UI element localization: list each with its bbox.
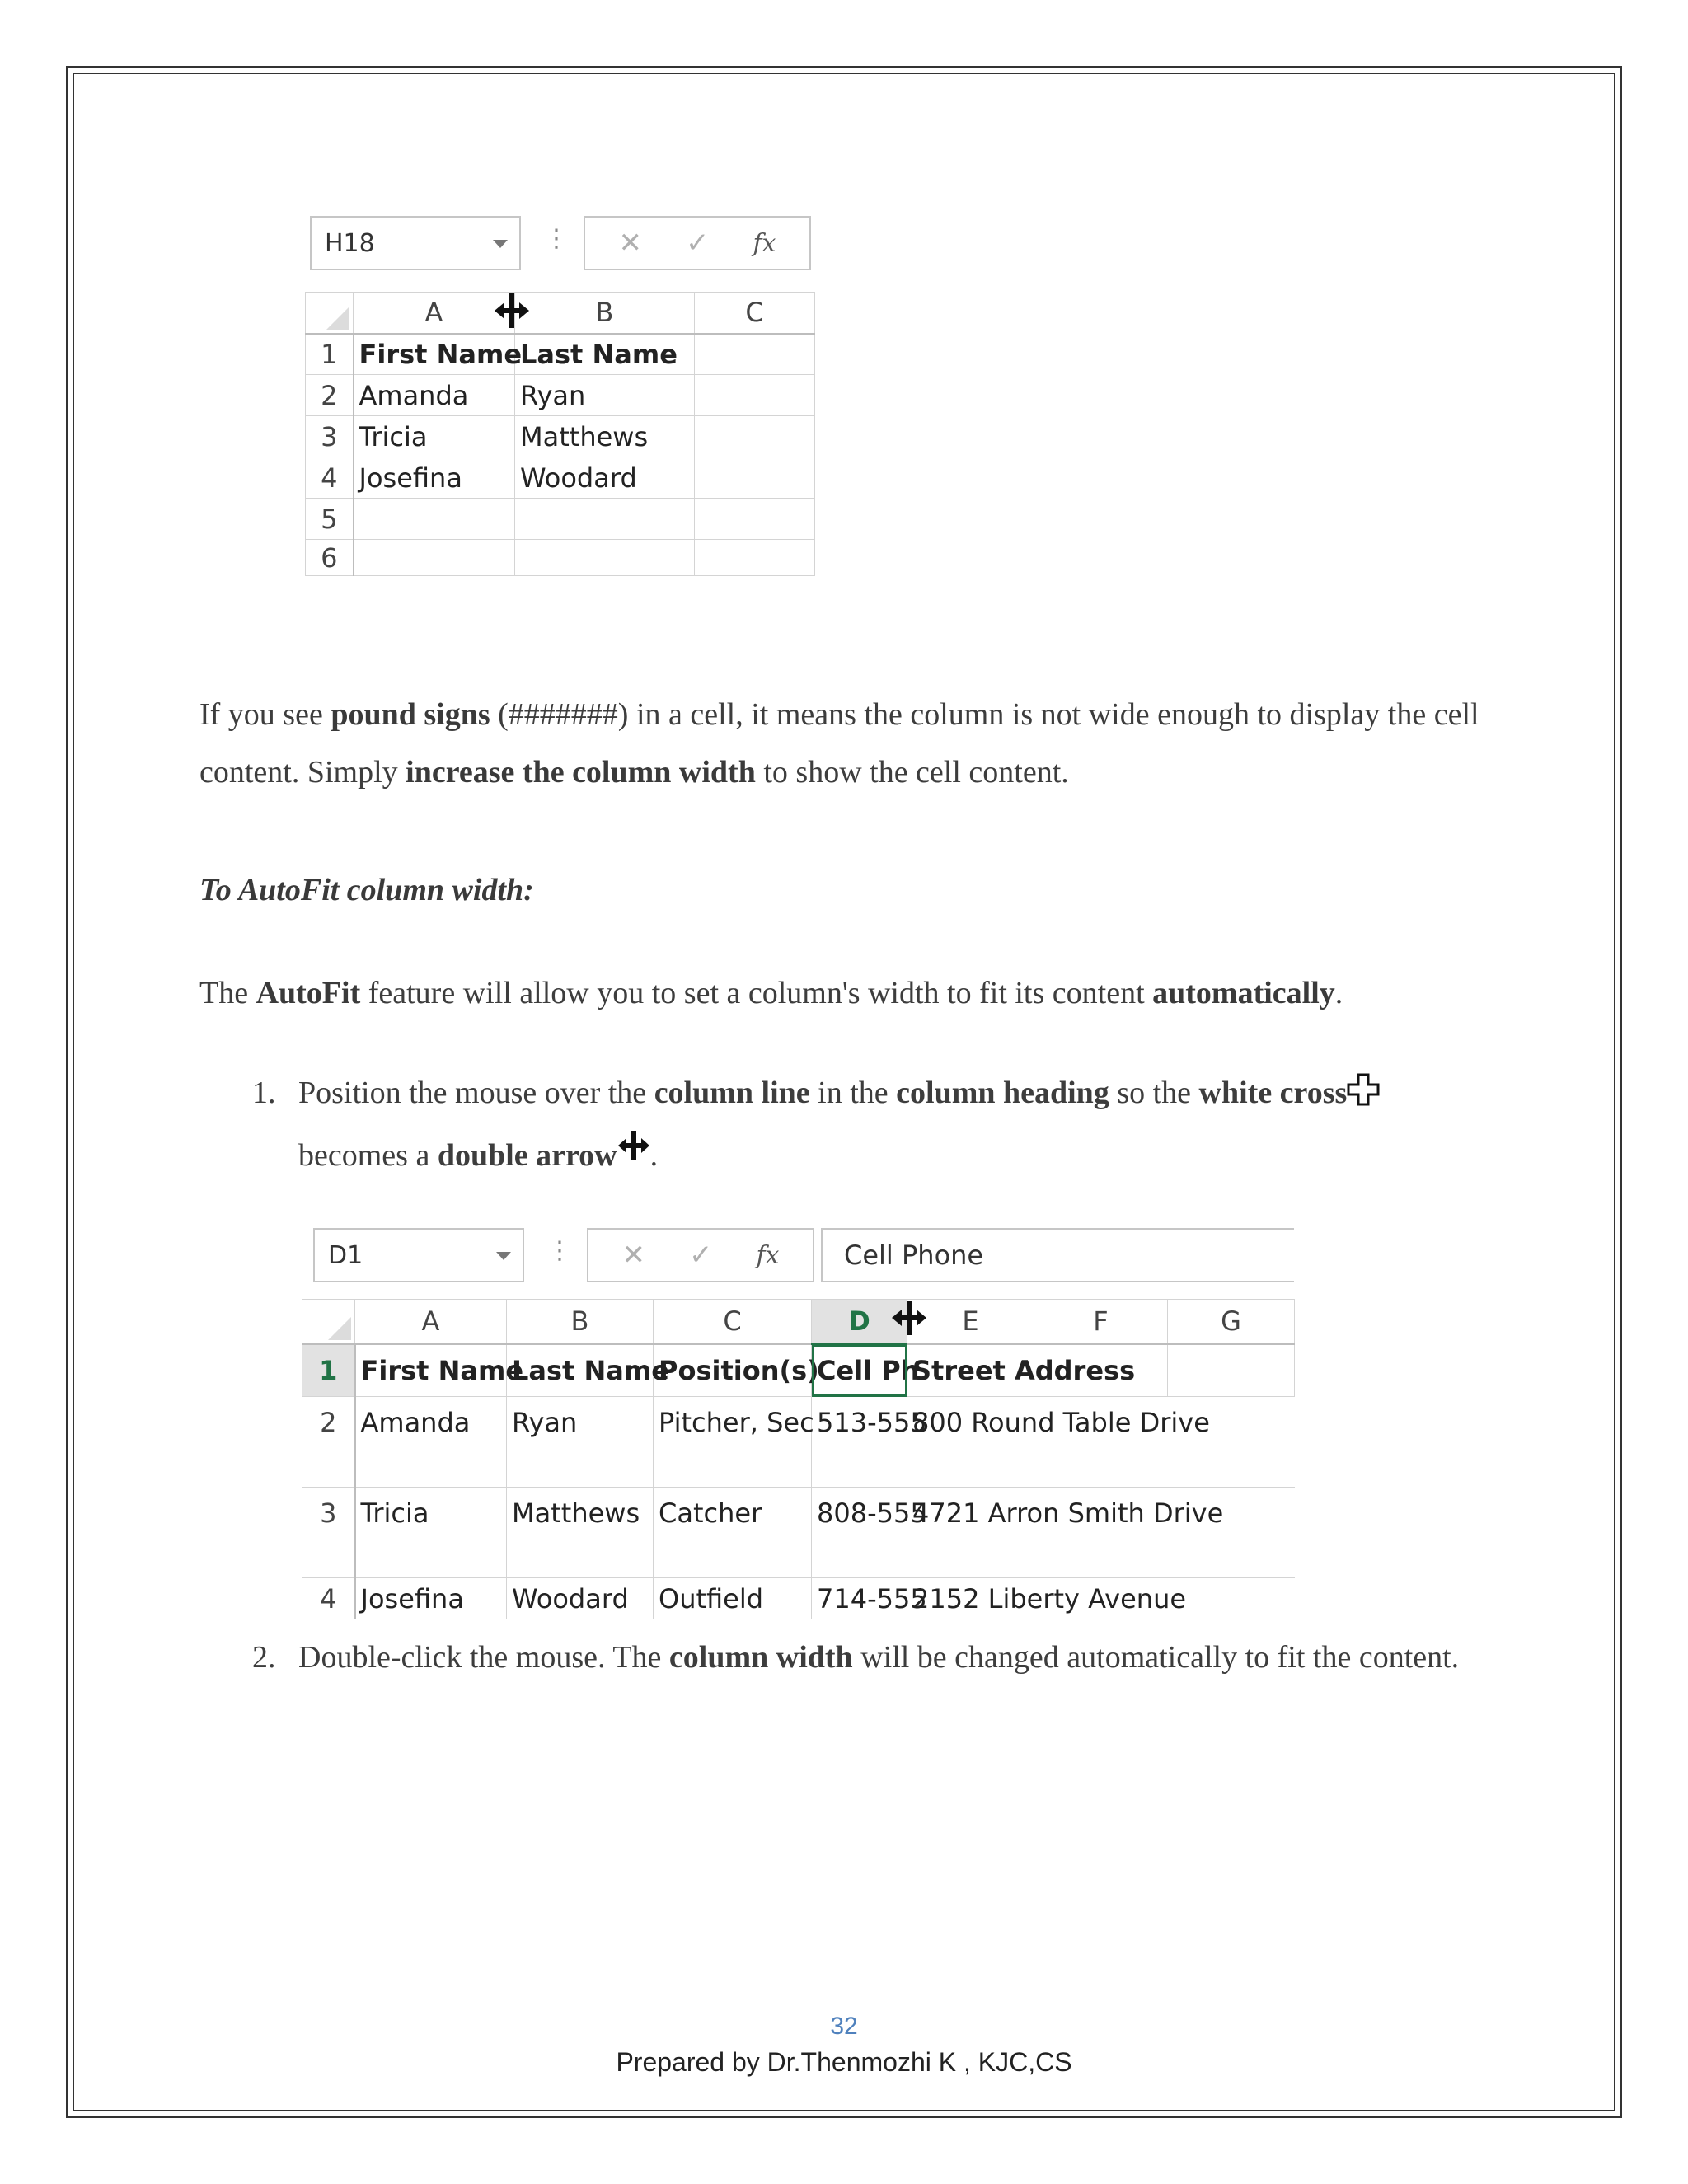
cell[interactable] xyxy=(695,375,815,416)
cell[interactable]: Catcher xyxy=(654,1488,812,1578)
bold-text: pound signs xyxy=(331,697,490,732)
text-span: in the xyxy=(809,1076,897,1110)
table-row xyxy=(306,540,815,576)
name-box[interactable] xyxy=(310,216,521,270)
cell[interactable] xyxy=(695,334,815,375)
cell[interactable] xyxy=(695,540,815,576)
table-row xyxy=(302,1578,1295,1619)
cell[interactable]: Josefina xyxy=(355,1578,507,1619)
excel-screenshot-1 xyxy=(305,213,816,575)
text-span: . xyxy=(1334,976,1343,1010)
cell[interactable]: Ryan xyxy=(507,1397,654,1488)
row-header[interactable]: 3 xyxy=(306,416,354,457)
cell[interactable]: 714-555 xyxy=(812,1578,907,1619)
section-heading: To AutoFit column width: xyxy=(199,873,534,907)
page-number: 32 xyxy=(830,2013,858,2040)
column-header-g[interactable]: G xyxy=(1168,1300,1295,1344)
table-row xyxy=(306,457,815,499)
text-span: will be changed automatically to fit the content. xyxy=(852,1640,1460,1675)
cell[interactable] xyxy=(354,499,515,540)
cell[interactable]: Outfield xyxy=(654,1578,812,1619)
select-all-corner[interactable] xyxy=(306,293,354,334)
row-header[interactable]: 4 xyxy=(302,1578,355,1619)
select-all-corner[interactable] xyxy=(302,1300,355,1344)
cell[interactable]: First Name xyxy=(355,1344,507,1397)
row-header[interactable]: 5 xyxy=(306,499,354,540)
table-row xyxy=(306,334,815,375)
select-all-triangle-icon xyxy=(328,1317,351,1340)
text-span: becomes a xyxy=(298,1138,438,1173)
active-cell[interactable]: Cell Ph xyxy=(812,1344,907,1397)
list-number: 1. xyxy=(252,1076,276,1110)
formula-bar-grip-icon: ⋮ xyxy=(547,1236,572,1265)
column-header-b[interactable]: B xyxy=(507,1300,654,1344)
excel-screenshot-2 xyxy=(302,1225,1294,1632)
paragraph-pound-signs xyxy=(199,686,1485,801)
bold-text: AutoFit xyxy=(256,976,361,1010)
column-header-d[interactable]: D xyxy=(812,1300,907,1344)
cell[interactable]: Woodard xyxy=(515,457,695,499)
insert-function-icon[interactable]: fx xyxy=(753,228,776,258)
text-span: (#######) in a cell, it means the column is not wide enough to display the cell content. Simply xyxy=(199,697,1479,790)
bold-text: column line xyxy=(654,1076,810,1110)
bold-text: automatically xyxy=(1152,976,1335,1010)
cell[interactable]: Ryan xyxy=(515,375,695,416)
cell[interactable]: Matthews xyxy=(515,416,695,457)
table-row xyxy=(302,1344,1295,1397)
column-header-c[interactable]: C xyxy=(654,1300,812,1344)
cancel-x-icon[interactable]: ✕ xyxy=(618,227,642,260)
cell[interactable] xyxy=(695,416,815,457)
double-arrow-icon xyxy=(617,1129,650,1162)
cell[interactable]: Tricia xyxy=(354,416,515,457)
worksheet-grid xyxy=(302,1299,1295,1619)
text-span: If you see xyxy=(199,697,331,732)
formula-bar-buttons xyxy=(584,216,811,270)
cell[interactable]: Amanda xyxy=(355,1397,507,1488)
column-header-a[interactable]: A xyxy=(355,1300,507,1344)
cell[interactable]: Josefina xyxy=(354,457,515,499)
table-row xyxy=(306,375,815,416)
cell[interactable]: Position(s) xyxy=(654,1344,812,1397)
cell[interactable] xyxy=(515,540,695,576)
row-header[interactable]: 4 xyxy=(306,457,354,499)
row-header[interactable]: 2 xyxy=(306,375,354,416)
text-span: Double-click the mouse. The xyxy=(298,1640,669,1675)
worksheet-grid xyxy=(305,292,815,576)
bold-text: double arrow xyxy=(437,1138,617,1173)
white-cross-cursor-icon xyxy=(1347,1073,1380,1106)
insert-function-icon[interactable]: fx xyxy=(756,1240,780,1270)
column-header-e[interactable]: E xyxy=(907,1300,1034,1344)
name-box-value: H18 xyxy=(325,228,375,258)
bold-text: white cross xyxy=(1198,1076,1348,1110)
text-span: . xyxy=(649,1138,659,1173)
cell[interactable]: Matthews xyxy=(507,1488,654,1578)
table-row xyxy=(302,1488,1295,1578)
text-span: so the xyxy=(1109,1076,1199,1110)
cell[interactable]: 4721 Arron Smith Drive xyxy=(907,1488,1295,1578)
cell[interactable]: Pitcher, Sec xyxy=(654,1397,812,1488)
cell[interactable] xyxy=(515,499,695,540)
page-footer: Prepared by Dr.Thenmozhi K , KJC,CS xyxy=(616,2047,1072,2077)
paragraph-autofit xyxy=(199,964,1485,1022)
name-box-value: D1 xyxy=(328,1240,363,1270)
formula-bar-input[interactable]: Cell Phone xyxy=(821,1228,1294,1282)
bold-text: column heading xyxy=(896,1076,1109,1110)
cell[interactable]: 800 Round Table Drive xyxy=(907,1397,1295,1488)
cell[interactable]: Amanda xyxy=(354,375,515,416)
text-span: Position the mouse over the xyxy=(298,1076,654,1110)
row-header[interactable]: 3 xyxy=(302,1488,355,1578)
column-header-f[interactable]: F xyxy=(1034,1300,1168,1344)
enter-check-icon[interactable]: ✓ xyxy=(688,1239,713,1272)
cell[interactable]: Woodard xyxy=(507,1578,654,1619)
double-arrow-cursor-icon xyxy=(493,290,531,331)
formula-bar-buttons xyxy=(587,1228,814,1282)
row-header[interactable]: 6 xyxy=(306,540,354,576)
cell[interactable] xyxy=(1168,1344,1295,1397)
text-span: The xyxy=(199,976,256,1010)
text-span: feature will allow you to set a column's width to fit its content xyxy=(360,976,1153,1010)
double-arrow-cursor-icon xyxy=(890,1297,928,1338)
cell[interactable] xyxy=(354,540,515,576)
list-item-text xyxy=(298,1062,1452,1187)
bold-text: increase the column width xyxy=(406,755,756,790)
select-all-triangle-icon xyxy=(326,307,349,330)
list-number: 2. xyxy=(252,1640,276,1675)
cell[interactable]: Street Address xyxy=(907,1344,1168,1397)
cell[interactable] xyxy=(695,499,815,540)
row-header[interactable]: 2 xyxy=(302,1397,355,1488)
cancel-x-icon[interactable]: ✕ xyxy=(621,1239,645,1272)
column-header-b[interactable]: B xyxy=(515,293,695,334)
table-row xyxy=(306,499,815,540)
table-row xyxy=(302,1397,1295,1488)
column-header-a[interactable]: A xyxy=(354,293,515,334)
row-header[interactable]: 1 xyxy=(302,1344,355,1397)
name-box[interactable] xyxy=(313,1228,524,1282)
cell[interactable]: 2152 Liberty Avenue xyxy=(907,1578,1295,1619)
table-row xyxy=(306,416,815,457)
name-box-dropdown-icon[interactable] xyxy=(493,240,508,248)
cell[interactable]: Tricia xyxy=(355,1488,507,1578)
bold-text: column width xyxy=(668,1640,853,1675)
text-span: to show the cell content. xyxy=(755,755,1069,790)
cell[interactable]: 808-555 xyxy=(812,1488,907,1578)
enter-check-icon[interactable]: ✓ xyxy=(685,227,710,260)
cell[interactable]: 513-555 xyxy=(812,1397,907,1488)
cell[interactable]: First Name xyxy=(354,334,515,375)
column-header-c[interactable]: C xyxy=(695,293,815,334)
list-item-text xyxy=(298,1629,1461,1686)
name-box-dropdown-icon[interactable] xyxy=(496,1252,511,1260)
row-header[interactable]: 1 xyxy=(306,334,354,375)
formula-bar-grip-icon: ⋮ xyxy=(544,224,569,253)
cell[interactable] xyxy=(695,457,815,499)
cell[interactable]: Last Name xyxy=(507,1344,654,1397)
cell[interactable]: Last Name xyxy=(515,334,695,375)
